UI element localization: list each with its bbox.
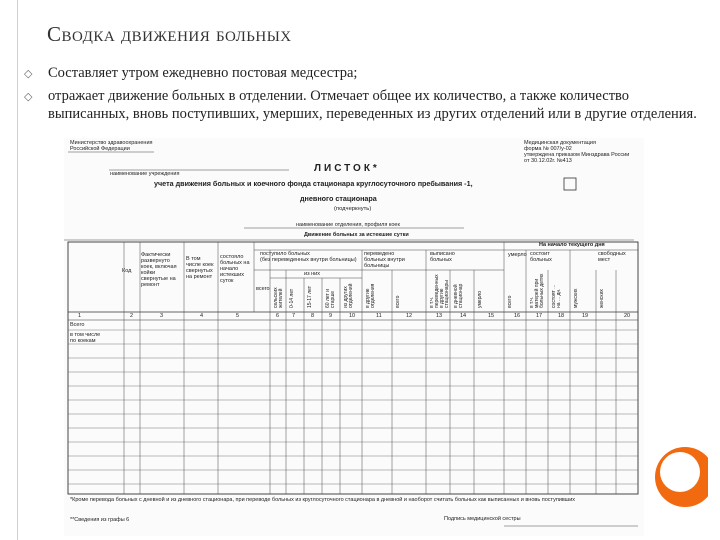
bullet-item bbox=[24, 87, 704, 123]
bullet-marker-icon: ◇ bbox=[24, 68, 33, 80]
header-of-them: из них bbox=[304, 271, 320, 277]
vertical-header-label: мужских bbox=[573, 288, 579, 308]
underline-label: (подчеркнуть) bbox=[334, 206, 372, 212]
column-number: 12 bbox=[406, 313, 413, 319]
vertical-header-label: состоят ... на ... дн. bbox=[551, 284, 562, 308]
form-subtitle-2: дневного стационара bbox=[300, 194, 377, 203]
vertical-header-label: всего bbox=[395, 295, 401, 308]
vertical-header-label: в т.ч. переведенных в другие стационары bbox=[429, 274, 450, 308]
vertical-header-label: 15-17 лет bbox=[307, 286, 313, 308]
column-number: 20 bbox=[624, 313, 631, 319]
row-by-beds-label: в том числе по коекам bbox=[70, 332, 101, 344]
column-number: 13 bbox=[436, 313, 443, 319]
column-number: 8 bbox=[311, 313, 315, 319]
period-label: Движение больных за истекшие сутки bbox=[304, 232, 409, 238]
column-number: 18 bbox=[558, 313, 565, 319]
bullet-item bbox=[24, 64, 704, 82]
column-number: 7 bbox=[292, 313, 296, 319]
vertical-header-label: женских bbox=[599, 289, 605, 308]
column-number: 14 bbox=[460, 313, 467, 319]
header-current-patients: состоит больных bbox=[530, 251, 552, 263]
vertical-header-label: из других отделений bbox=[343, 283, 354, 308]
header-total: всего bbox=[256, 286, 270, 292]
header-died: умерло bbox=[508, 252, 527, 258]
vertical-header-label: 60 лет и старше bbox=[325, 289, 336, 308]
decorative-white-ring bbox=[660, 452, 700, 492]
document-type-label: Медицинская документация форма № 007/у-02 утверждена приказом Минздрава России от 30.12.02г. №413 bbox=[524, 140, 630, 164]
column-number: 19 bbox=[582, 313, 589, 319]
column-number: 6 bbox=[276, 313, 280, 319]
header-beds-repair: В том числе коек свернутых на ремонт bbox=[186, 256, 214, 280]
vertical-header-label: сельских жителей bbox=[273, 287, 284, 308]
slide-right-edge bbox=[708, 0, 720, 540]
vertical-header-label: в т.ч. матерей при больных детях bbox=[529, 273, 545, 308]
vertical-header-label: 0-14 лет bbox=[289, 288, 295, 308]
header-beds-deployed: Фактически развернуто коек, включая койки свернутые на ремонт bbox=[141, 252, 177, 288]
header-patients-start: состояло больных на начало истекших суток bbox=[220, 254, 250, 284]
bullet-marker-icon: ◇ bbox=[24, 91, 33, 103]
footnote-1: *Кроме перевода больных с дневной и из дневного стационара, при переводе больных из круглосуточного стационара в дневной и наоборот считать больных как выписанных и вновь поступивших bbox=[70, 497, 576, 503]
slide-frame-line bbox=[17, 0, 18, 540]
slide-title: Сводка движения больных bbox=[47, 22, 292, 46]
column-number: 16 bbox=[514, 313, 521, 319]
vertical-header-label: всего bbox=[507, 295, 513, 308]
column-number: 1 bbox=[78, 313, 82, 319]
header-transferred: переведено больных внутри больницы bbox=[364, 251, 405, 269]
bullet-list bbox=[24, 64, 704, 128]
department-label: наименование отделения, профиля коек bbox=[296, 222, 400, 228]
row-total-label: Всего bbox=[70, 322, 85, 328]
header-admitted: поступило больных (без переведенных внутри больницы) bbox=[260, 251, 357, 263]
column-number: 4 bbox=[200, 313, 204, 319]
signature-label: Подпись медицинской сестры bbox=[444, 516, 521, 522]
column-number: 2 bbox=[130, 313, 134, 319]
bullet-text: отражает движение больных в отделении. Отмечает общее их количество, а также количество выписанных, вновь поступивших, умерших, переведенных из других отделений или в другие отделения. bbox=[48, 88, 697, 122]
current-day-label: На начало текущего дня bbox=[539, 242, 605, 248]
ministry-label: Министерство здравоохранения Российской Федерации bbox=[70, 140, 153, 152]
institution-label: наименование учреждения bbox=[110, 171, 180, 177]
form-scan-image bbox=[64, 138, 644, 536]
column-number: 5 bbox=[236, 313, 240, 319]
column-number: 11 bbox=[376, 313, 382, 319]
form-subtitle-1: учета движения больных и коечного фонда стационара круглосуточного пребывания -1, bbox=[154, 179, 473, 188]
column-number: 15 bbox=[488, 313, 495, 319]
column-number: 10 bbox=[349, 313, 356, 319]
vertical-header-label: умерло bbox=[477, 290, 483, 308]
header-kod: Код bbox=[122, 268, 132, 274]
column-number: 3 bbox=[160, 313, 164, 319]
vertical-header-label: в другие отделения bbox=[365, 283, 376, 308]
form-title: ЛИСТОК* bbox=[314, 163, 380, 174]
column-number: 17 bbox=[536, 313, 543, 319]
vertical-header-label: в дневной стационар bbox=[453, 283, 464, 308]
bullet-text: Составляет утром ежедневно постовая медсестра; bbox=[48, 65, 358, 81]
column-number: 9 bbox=[329, 313, 333, 319]
header-free-beds: свободных мест bbox=[598, 251, 626, 263]
header-discharged: выписано больных bbox=[430, 251, 455, 263]
footnote-2: **Сведения из графы 6 bbox=[70, 517, 130, 523]
